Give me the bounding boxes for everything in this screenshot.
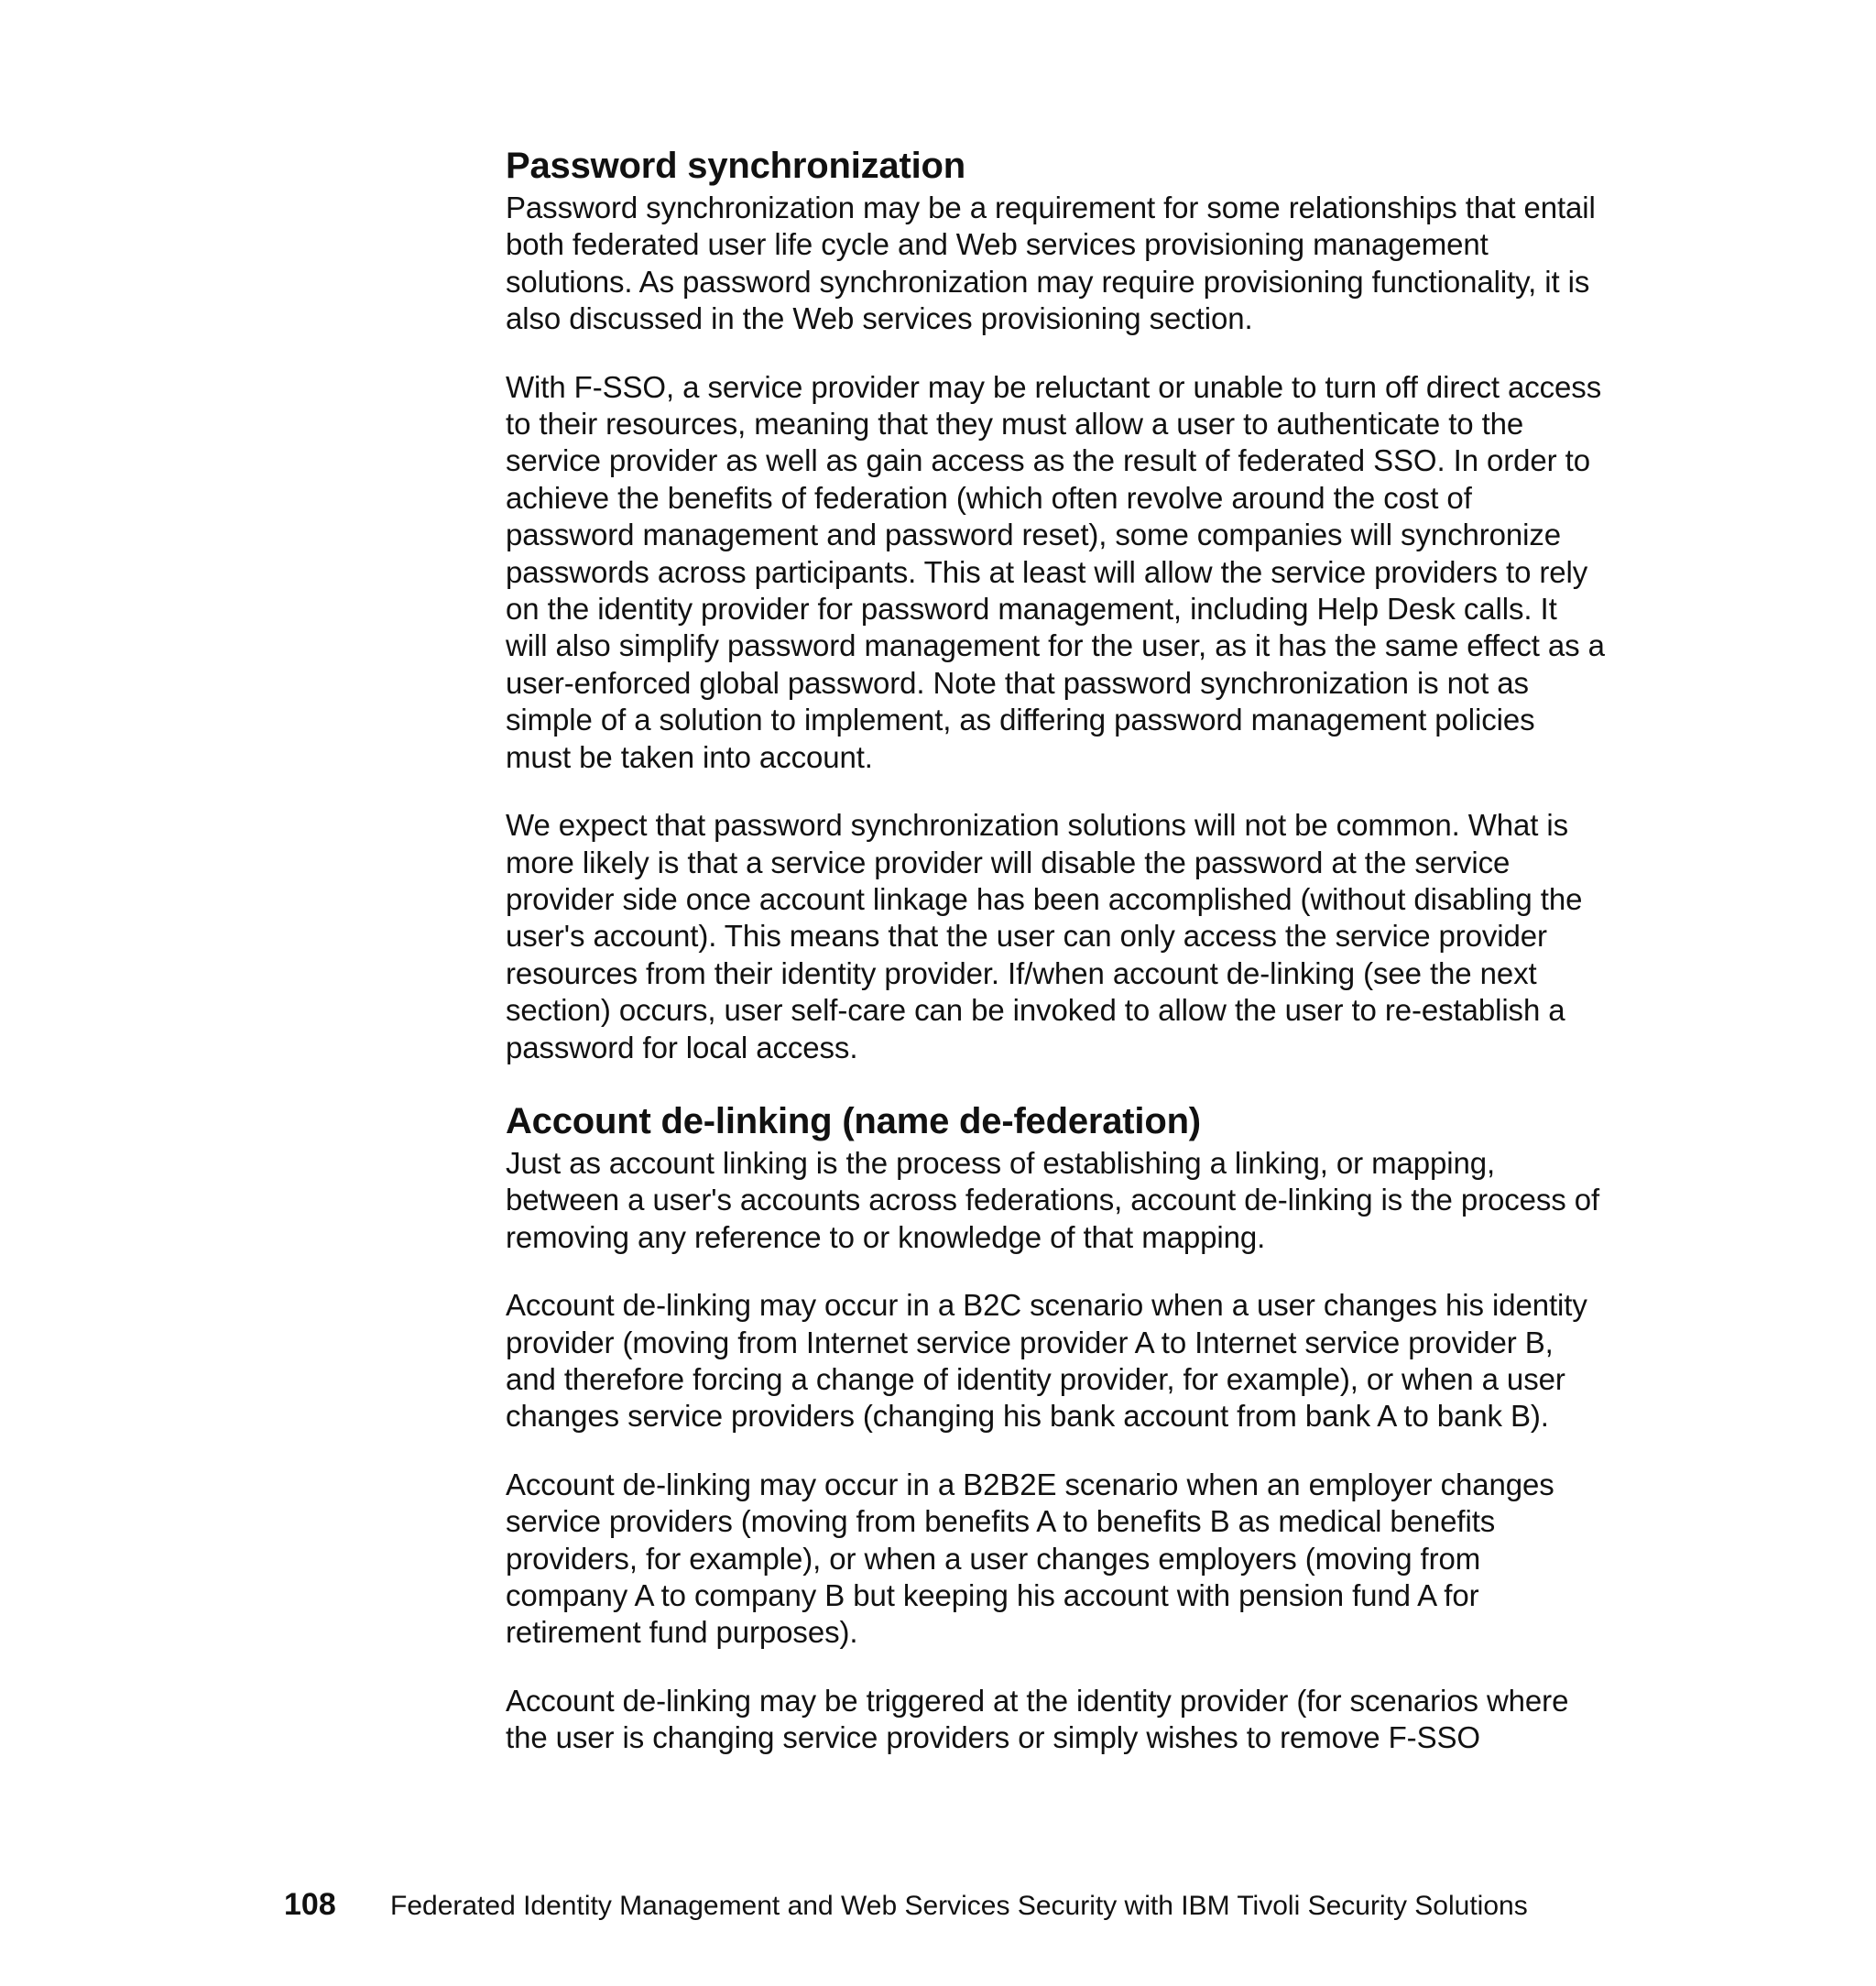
running-title: Federated Identity Management and Web Services Security with IBM Tivoli Security Solutions (390, 1891, 1528, 1921)
paragraph: Just as account linking is the process of establishing a linking, or mapping, between a user's accounts across federations, account de-linking is the process of removing any reference to or knowledge of that mapping. (506, 1145, 1600, 1254)
page-content (506, 142, 1605, 1788)
paragraph: Account de-linking may be triggered at the identity provider (for scenarios where the user is changing service providers or simply wishes to remove F-SSO (506, 1683, 1569, 1755)
paragraph: Account de-linking may occur in a B2C scenario when a user changes his identity provider (moving from Internet service provider A to Internet service provider B, and therefore forcing a change of identity provider, for example), or when a user changes service providers (changing his bank account from bank A to bank B). (506, 1288, 1587, 1434)
paragraph: Password synchronization may be a requirement for some relationships that entail both federated user life cycle and Web services provisioning management solutions. As password synchronization may require provisioning functionality, it is also discussed in the Web services provisioning section. (506, 191, 1596, 336)
page-footer (284, 1887, 1528, 1924)
page-number: 108 (284, 1887, 336, 1922)
paragraph: We expect that password synchronization solutions will not be common. What is more likely is that a service provider will disable the password at the service provider side once account linkage has been accomplished (without disabling the user's account). This means that the user can only access the service provider resources from their identity provider. If/when account de-linking (see the next section) occurs, user self-care can be invoked to allow the user to re-establish a password for local access. (506, 808, 1583, 1064)
paragraph: With F-SSO, a service provider may be reluctant or unable to turn off direct access to their resources, meaning that they must allow a user to authenticate to the service provider as well as gain access as the result of federated SSO. In order to achieve the benefits of federation (which often revolve around the cost of password management and password reset), some companies will synchronize passwords across participants. This at least will allow the service providers to rely on the identity provider for password management, including Help Desk calls. It will also simplify password management for the user, as it has the same effect as a user-enforced global password. Note that password synchronization is not as simple of a solution to implement, as differing password management policies must be taken into account. (506, 369, 1605, 774)
section-heading-account-de-linking: Account de-linking (name de-federation) (506, 1100, 1201, 1141)
paragraph: Account de-linking may occur in a B2B2E scenario when an employer changes service providers (moving from benefits A to benefits B as medical benefits providers, for example), or when a user changes employers (moving from company A to company B but keeping his account with pension fund A for retirement fund purposes). (506, 1467, 1554, 1650)
section-heading-password-synchronization: Password synchronization (506, 146, 965, 186)
